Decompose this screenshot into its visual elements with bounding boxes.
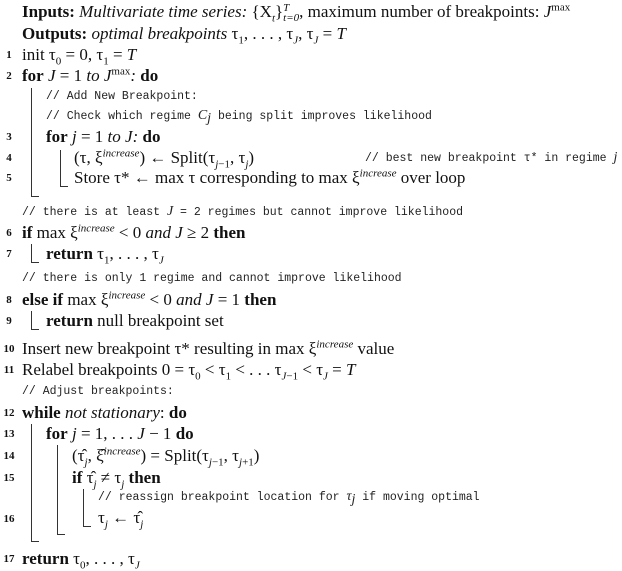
- block-bar-while: [31, 424, 32, 541]
- block-end-if-move: [83, 526, 91, 527]
- block-end-for-j: [60, 186, 68, 187]
- inputs-rest: , maximum number of breakpoints:: [299, 2, 544, 21]
- block-end-if: [31, 262, 39, 263]
- line-number: 13: [3, 428, 15, 440]
- comment: // reassign breakpoint location for $\tau_j$ if moving optimal: [98, 489, 480, 508]
- outputs-line: Outputs: optimal breakpoints $\tau_1$, . . . , $\tau_J$, $\tau_J = T$: [22, 24, 346, 47]
- inputs-label: Inputs:: [22, 2, 75, 21]
- line-number: 16: [3, 513, 15, 525]
- line-number: 1: [6, 49, 12, 61]
- line-12: while not stationary: do: [22, 403, 187, 422]
- line-13: for j = 1, . . . J − 1 do: [46, 424, 194, 443]
- line-number: 11: [3, 364, 15, 376]
- block-end-for-adjust: [57, 534, 65, 535]
- line-number: 4: [6, 152, 12, 164]
- line-number: 14: [3, 450, 15, 462]
- line-number: 2: [6, 70, 12, 82]
- line-6: if $\max \xi^{increase} < 0$ and J ≥ 2 then: [22, 222, 246, 242]
- comment: // there is only 1 regime and cannot improve likelihood: [22, 272, 402, 285]
- line-number: 17: [3, 553, 15, 565]
- comment: // Add New Breakpoint:: [46, 90, 198, 103]
- line-5: Store τ* ← max τ corresponding to $\max \xi^{increase}$ over loop: [74, 167, 466, 187]
- outputs-label: Outputs:: [22, 24, 88, 43]
- line-number: 8: [6, 294, 12, 306]
- line-number: 3: [6, 131, 12, 143]
- line-number: 9: [6, 315, 12, 327]
- block-end-elseif: [31, 329, 39, 330]
- line-17: return $\tau_0$, . . . , $\tau_J$: [22, 549, 140, 571]
- block-bar-for-adjust: [57, 445, 58, 534]
- comment: // Adjust breakpoints:: [22, 385, 174, 398]
- block-bar-elseif: [31, 311, 32, 329]
- line-16: $\tau_j$ ← $\taû_j$: [98, 508, 144, 531]
- line-number: 12: [3, 407, 15, 419]
- line-4: (τ, $\xi^{increase}$) ← $Split(\tau_{j-1}$, $\tau_j$): [74, 147, 255, 171]
- line-15: if $\taû_j \ne \tau_j$ then: [72, 468, 161, 491]
- line-10: Insert new breakpoint τ* resulting in $\max \xi^{increase}$ value: [22, 338, 395, 358]
- block-bar-if: [31, 244, 32, 262]
- line-number: 6: [6, 227, 12, 239]
- comment: // there is at least J = 2 regimes but cannot improve likelihood: [22, 204, 464, 219]
- line-2: for J = 1 to $J^{max}$: do: [22, 65, 159, 85]
- line-number: 5: [6, 172, 12, 184]
- block-bar-for-J: [31, 88, 32, 196]
- line-number: 10: [3, 343, 15, 355]
- line-8: else if $\max \xi^{increase} < 0$ and J = 1 then: [22, 289, 277, 309]
- comment: // Check which regime $C_j$ being split improves likelihood: [46, 108, 432, 127]
- outputs-description: optimal breakpoints: [91, 24, 228, 43]
- block-bar-for-j: [60, 150, 61, 186]
- jmax: J: [543, 2, 552, 21]
- block-end-while: [31, 541, 39, 542]
- block-bar-if-move: [83, 489, 84, 526]
- inputs-line: Inputs: Multivariate time series: $\{X_t\}$ T t=0 , maximum number of breakpoints: $J^{max}$: [22, 1, 571, 25]
- line-number: 15: [3, 472, 15, 484]
- inputs-description: Multivariate time series:: [79, 2, 248, 21]
- line-7: return $\tau_1$, . . . , $\tau_J$: [46, 244, 164, 267]
- line-14: ($\taû_j$, ξ̂$^{increase}$) = $Split(\tau_{j-1}$, $\tau_{j+1}$): [72, 445, 260, 469]
- line-11: Relabel breakpoints $0 = \tau_0 < \tau_1$ < . . . $\tau_{J-1} < \tau_J = T$: [22, 360, 356, 383]
- line-9: return null breakpoint set: [46, 311, 224, 330]
- line-3: for j = 1 to J: do: [46, 127, 161, 146]
- line-number: 7: [6, 248, 12, 260]
- block-end-for-J: [31, 196, 39, 197]
- comment: // best new breakpoint τ* in regime j: [365, 150, 618, 165]
- inputs-series: $\{X_t\}$ T t=0: [251, 2, 300, 25]
- line-1: init $\tau_0 = 0$, $\tau_1 = T$: [22, 45, 137, 68]
